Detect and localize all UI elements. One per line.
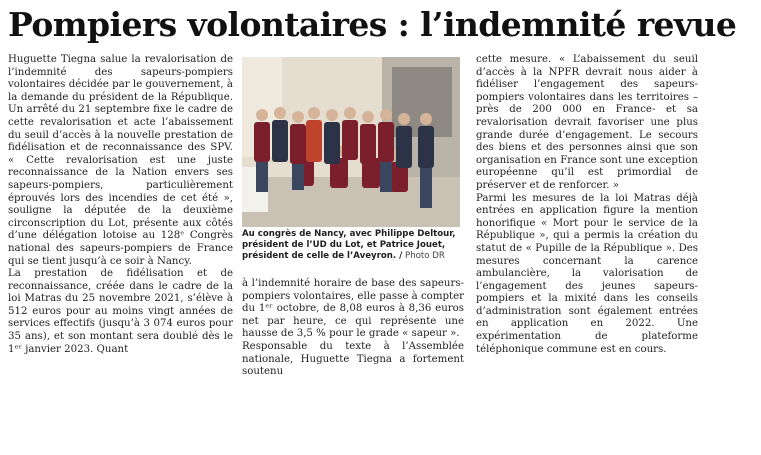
paragraph: Parmi les mesures de la loi Matras déjà entrées en application figure la mention honorifique « Mort pour le service de la République », qui a permis la création du statut de « Pupille de la République ». Des mesures concernant la carence ambulancière, la valorisation de l’engagement des jeunes sapeurs-pompiers et la mixité dans les conseils d’administration sont également entrées en application en 2022. Une expérimentation de plateforme téléphonique commune est en cours.: [476, 192, 698, 355]
article-column-1: [8, 54, 233, 356]
paragraph: à l’indemnité horaire de base des sapeurs-pompiers volontaires, elle passe à compter du 1ᵉʳ octobre, de 8,08 euros à 8,36 euros net par heure, ce qui représente une hausse de 3,5 % pour le grade « sapeur ».: [242, 278, 464, 340]
article-column-2: [242, 278, 464, 379]
photo-caption: [242, 229, 464, 261]
group-photo: [242, 57, 460, 227]
paragraph: Responsable du texte à l’Assemblée nationale, Huguette Tiegna a fortement soutenu: [242, 340, 464, 378]
article-column-3: [476, 54, 698, 356]
group-photo-illustration: [242, 57, 460, 227]
caption-text: Au congrès de Nancy, avec Philippe Deltour, président de l’UD du Lot, et Patrice Jouet, président de celle de l’Aveyron. /: [242, 229, 456, 261]
photo-credit: Photo DR: [405, 250, 445, 261]
paragraph: cette mesure. « L’abaissement du seuil d’accès à la NPFR devrait nous aider à fidéliser l’engagement des sapeurs-pompiers volontaires dans les territoires – près de 200 000 en France- et sa revalorisation devrait favoriser une plus grande durée d’engagement. Le secours des biens et des personnes ainsi que son organisation en France sont une exception européenne qu’il est primordial de préserver et de renforcer. »: [476, 54, 698, 191]
headline: Pompiers volontaires : l’indemnité revue: [8, 5, 737, 44]
paragraph: La prestation de fidélisation et de reconnaissance, créée dans le cadre de la loi Matras du 25 novembre 2021, s’élève à 512 euros pour au moins vingt années de services effectifs (jusqu’à 3 074 euros pour 35 ans), et son montant sera doublé dès le 1ᵉʳ janvier 2023. Quant: [8, 268, 233, 355]
paragraph: Huguette Tiegna salue la revalorisation de l’indemnité des sapeurs-pompiers volontaires décidée par le gouvernement, à la demande du président de la République. Un arrêté du 21 septembre fixe le cadre de cette revalorisation et acte l’abaissement du seuil d’accès à la nouvelle prestation de fidélisation et de reconnaissance des SPV. « Cette revalorisation est une juste reconnaissance de la Nation envers ses sapeurs-pompiers, particulièrement éprouvés lors des incendies de cet été », souligne la députée de la deuxième circonscription du Lot, présente aux côtés d’une délégation lotoise au 128ᵉ Congrès national des sapeurs-pompiers de France qui se tient jusqu’à ce soir à Nancy.: [8, 54, 233, 267]
